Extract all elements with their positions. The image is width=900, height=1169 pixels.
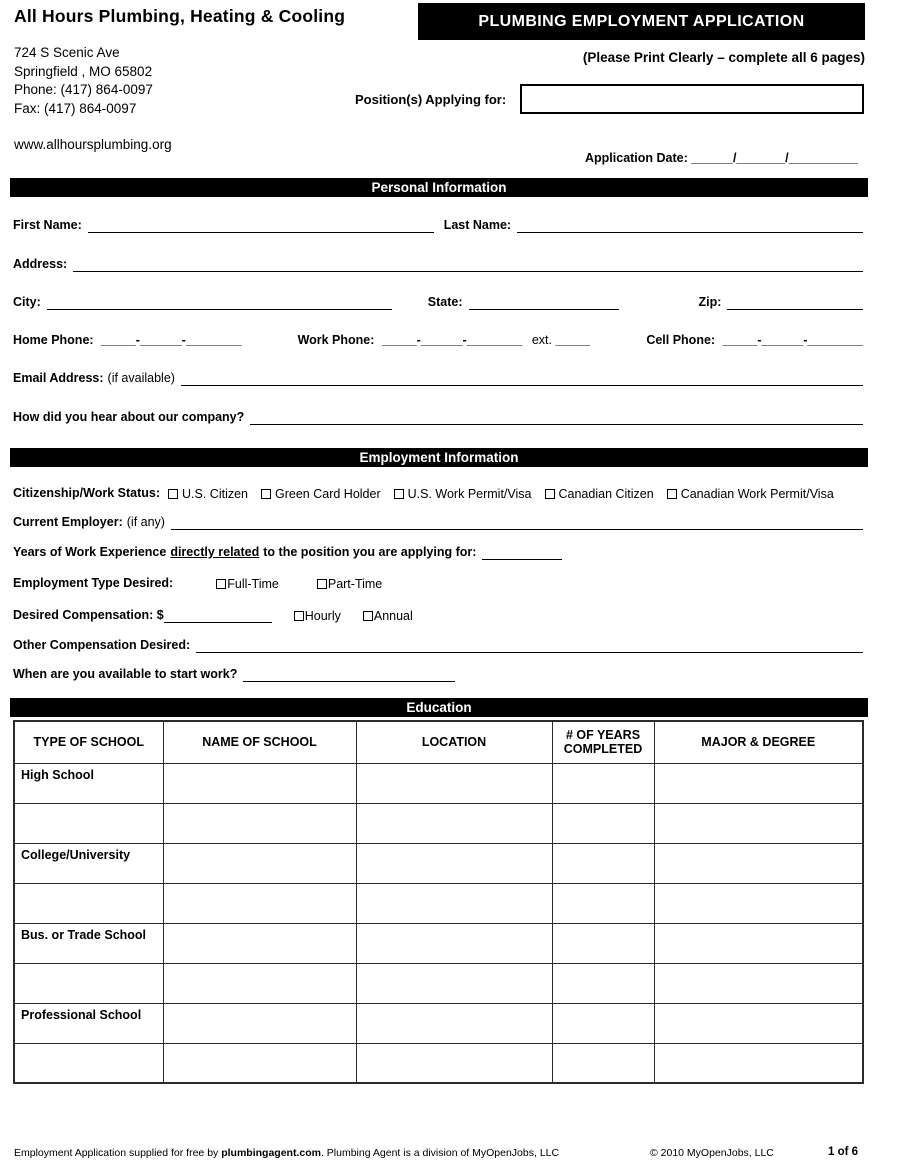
location-cell[interactable] <box>356 923 552 963</box>
major-degree-cell[interactable] <box>654 1003 863 1043</box>
positions-applying-label: Position(s) Applying for: <box>355 92 507 107</box>
employment-type-label: Employment Type Desired: <box>13 576 174 590</box>
home-phone-field[interactable]: _____-______-________ <box>101 333 242 347</box>
checkbox-icon[interactable] <box>545 489 555 499</box>
name-of-school-cell[interactable] <box>163 883 356 923</box>
education-table <box>13 720 864 1084</box>
checkbox-icon[interactable] <box>317 579 327 589</box>
company-name: All Hours Plumbing, Heating & Cooling <box>14 6 346 26</box>
start-work-row <box>13 665 863 682</box>
other-compensation-row <box>13 636 863 653</box>
name-of-school-cell[interactable] <box>163 923 356 963</box>
last-name-label: Last Name: <box>443 218 512 232</box>
desired-comp-label: Desired Compensation: $ <box>13 608 164 622</box>
school-type-label: Bus. or Trade School <box>14 923 163 963</box>
company-fax: Fax: (417) 864-0097 <box>14 100 137 116</box>
page-number: 1 of 6 <box>828 1146 859 1158</box>
table-row-high-school <box>14 763 863 803</box>
positions-applying-input[interactable] <box>520 84 864 114</box>
employment-type-row <box>13 574 863 591</box>
school-type-label[interactable] <box>14 883 163 923</box>
table-row-blank <box>14 883 863 923</box>
how-hear-field[interactable] <box>250 411 863 425</box>
location-cell[interactable] <box>356 843 552 883</box>
work-phone-label: Work Phone: <box>297 333 375 347</box>
form-title-banner: PLUMBING EMPLOYMENT APPLICATION <box>418 3 865 40</box>
location-cell[interactable] <box>356 763 552 803</box>
ext-field[interactable]: _____ <box>555 333 591 347</box>
section-banner-employment: Employment Information <box>10 448 868 467</box>
name-of-school-cell[interactable] <box>163 1003 356 1043</box>
checkbox-icon[interactable] <box>363 611 373 621</box>
name-of-school-cell[interactable] <box>163 963 356 1003</box>
years-exp-prefix: Years of Work Experience <box>13 545 167 559</box>
table-row-blank <box>14 963 863 1003</box>
company-website: www.allhoursplumbing.org <box>14 137 172 152</box>
city-field[interactable] <box>47 296 392 310</box>
state-label: State: <box>427 295 463 309</box>
checkbox-option-canadian-citizen[interactable]: Canadian Citizen <box>545 487 654 501</box>
checkbox-option-canadian-work-permit[interactable]: Canadian Work Permit/Visa <box>667 487 834 501</box>
years-completed-cell[interactable] <box>552 883 654 923</box>
major-degree-cell[interactable] <box>654 883 863 923</box>
zip-field[interactable] <box>727 296 863 310</box>
name-of-school-cell[interactable] <box>163 1043 356 1083</box>
section-banner-education: Education <box>10 698 868 717</box>
checkbox-icon[interactable] <box>394 489 404 499</box>
citizenship-row <box>13 484 863 501</box>
school-type-label: High School <box>14 763 163 803</box>
checkbox-option-annual[interactable]: Annual <box>363 609 413 623</box>
address-field[interactable] <box>73 258 863 272</box>
first-name-label: First Name: <box>13 218 82 232</box>
company-address <box>14 44 153 118</box>
location-cell[interactable] <box>356 963 552 1003</box>
checkbox-option-hourly[interactable]: Hourly <box>294 609 341 623</box>
school-type-label: Professional School <box>14 1003 163 1043</box>
desired-comp-field[interactable] <box>164 609 272 623</box>
location-cell[interactable] <box>356 803 552 843</box>
footer-attribution: Employment Application supplied for free by plumbingagent.com. Plumbing Agent is a division of MyOpenJobs, LLC <box>14 1147 560 1159</box>
application-date-blanks[interactable]: ______/_______/__________ <box>691 151 859 165</box>
city-label: City: <box>13 295 41 309</box>
major-degree-cell[interactable] <box>654 803 863 843</box>
last-name-field[interactable] <box>517 219 863 233</box>
checkbox-option-green-card[interactable]: Green Card Holder <box>261 487 381 501</box>
checkbox-icon[interactable] <box>261 489 271 499</box>
col-years-completed: # OF YEARS COMPLETED <box>552 721 654 763</box>
home-phone-label: Home Phone: <box>13 333 94 347</box>
first-name-field[interactable] <box>88 219 434 233</box>
application-date-label: Application Date: <box>585 151 688 165</box>
city-state-zip-row <box>13 293 863 310</box>
table-row-trade-school <box>14 923 863 963</box>
checkbox-option-part-time[interactable]: Part-Time <box>317 577 382 591</box>
other-comp-label: Other Compensation Desired: <box>13 638 191 652</box>
major-degree-cell[interactable] <box>654 963 863 1003</box>
address-label: Address: <box>13 257 68 271</box>
major-degree-cell[interactable] <box>654 923 863 963</box>
table-row-blank <box>14 803 863 843</box>
checkbox-icon[interactable] <box>667 489 677 499</box>
checkbox-icon[interactable] <box>294 611 304 621</box>
years-exp-suffix: to the position you are applying for: <box>263 545 477 559</box>
table-row-blank <box>14 1043 863 1083</box>
col-major-degree: MAJOR & DEGREE <box>654 721 863 763</box>
zip-label: Zip: <box>698 295 722 309</box>
email-field[interactable] <box>181 372 863 386</box>
current-employer-field[interactable] <box>171 516 863 530</box>
school-type-label[interactable] <box>14 803 163 843</box>
email-label: Email Address: <box>13 371 104 385</box>
location-cell[interactable] <box>356 1043 552 1083</box>
footer-copyright: © 2010 MyOpenJobs, LLC <box>650 1147 774 1159</box>
years-completed-cell[interactable] <box>552 963 654 1003</box>
name-of-school-cell[interactable] <box>163 843 356 883</box>
school-type-label: College/University <box>14 843 163 883</box>
years-completed-cell[interactable] <box>552 1003 654 1043</box>
years-completed-cell[interactable] <box>552 843 654 883</box>
school-type-label[interactable] <box>14 1043 163 1083</box>
checkbox-option-full-time[interactable]: Full-Time <box>216 577 279 591</box>
major-degree-cell[interactable] <box>654 1043 863 1083</box>
print-clearly-notice: (Please Print Clearly – complete all 6 pages) <box>582 50 865 65</box>
current-employer-note: (if any) <box>126 515 165 529</box>
location-cell[interactable] <box>356 1003 552 1043</box>
start-work-label: When are you available to start work? <box>13 667 238 681</box>
address-row <box>13 255 863 272</box>
name-of-school-cell[interactable] <box>163 803 356 843</box>
name-of-school-cell[interactable] <box>163 763 356 803</box>
table-row-college <box>14 843 863 883</box>
school-type-label[interactable] <box>14 963 163 1003</box>
address-line1: 724 S Scenic Ave <box>14 45 120 60</box>
major-degree-cell[interactable] <box>654 763 863 803</box>
how-hear-row <box>13 408 863 425</box>
years-exp-underlined: directly related <box>170 545 260 559</box>
email-row <box>13 369 863 386</box>
years-completed-cell[interactable] <box>552 923 654 963</box>
state-field[interactable] <box>469 296 619 310</box>
other-comp-field[interactable] <box>196 639 863 653</box>
major-degree-cell[interactable] <box>654 843 863 883</box>
years-exp-field[interactable] <box>482 546 562 560</box>
cell-phone-field[interactable]: _____-______-________ <box>722 333 863 347</box>
checkbox-option-us-citizen[interactable]: U.S. Citizen <box>168 487 248 501</box>
col-location: LOCATION <box>356 721 552 763</box>
location-cell[interactable] <box>356 883 552 923</box>
years-experience-row <box>13 543 863 560</box>
section-banner-personal: Personal Information <box>10 178 868 197</box>
application-date <box>585 151 858 165</box>
start-work-field[interactable] <box>243 668 455 682</box>
current-employer-row <box>13 513 863 530</box>
years-completed-cell[interactable] <box>552 763 654 803</box>
col-name-of-school: NAME OF SCHOOL <box>163 721 356 763</box>
how-hear-label: How did you hear about our company? <box>13 410 245 424</box>
address-line2: Springfield , MO 65802 <box>14 63 153 79</box>
desired-compensation-row <box>13 606 863 623</box>
checkbox-icon[interactable] <box>168 489 178 499</box>
phones-row <box>13 331 863 348</box>
col-type-of-school: TYPE OF SCHOOL <box>14 721 163 763</box>
citizenship-label: Citizenship/Work Status: <box>13 486 161 500</box>
work-phone-field[interactable]: _____-______-________ <box>381 333 523 347</box>
table-row-professional-school <box>14 1003 863 1043</box>
checkbox-option-us-work-permit[interactable]: U.S. Work Permit/Visa <box>394 487 532 501</box>
footer-site-name: plumbingagent.com <box>221 1147 321 1159</box>
email-note: (if available) <box>107 371 175 385</box>
cell-phone-label: Cell Phone: <box>646 333 716 347</box>
current-employer-label: Current Employer: <box>13 515 123 529</box>
name-row <box>13 216 863 233</box>
ext-label: ext. <box>531 333 552 347</box>
years-completed-cell[interactable] <box>552 1043 654 1083</box>
checkbox-icon[interactable] <box>216 579 226 589</box>
years-completed-cell[interactable] <box>552 803 654 843</box>
education-header-row <box>14 721 863 763</box>
company-phone: Phone: (417) 864-0097 <box>14 82 153 97</box>
